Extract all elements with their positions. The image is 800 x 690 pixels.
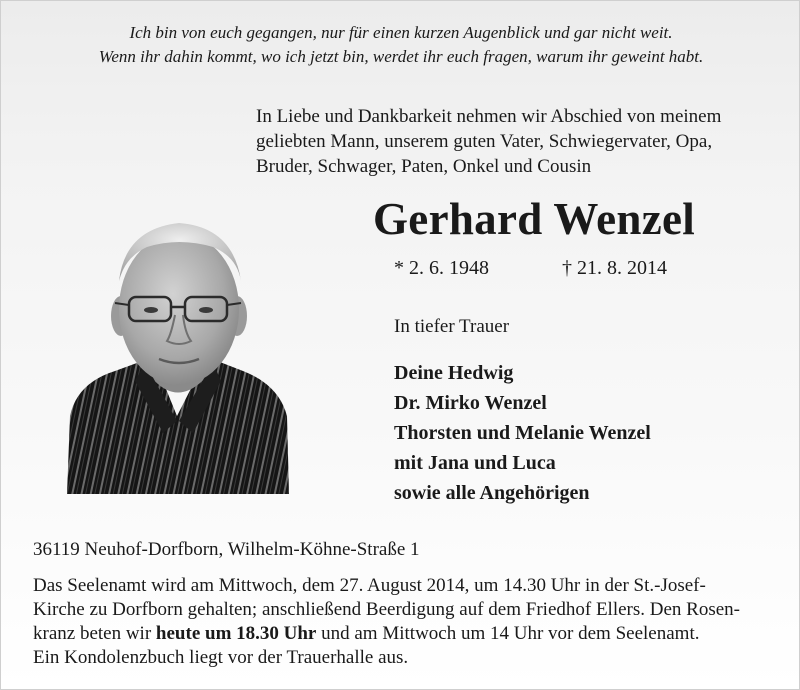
memorial-quote bbox=[21, 21, 781, 69]
rosary-time: heute um 18.30 Uhr bbox=[155, 623, 317, 644]
notice-line: Kirche zu Dorfborn gehalten; anschließend Beerdigung auf dem Friedhof Ellers. Den Rosen- bbox=[33, 599, 740, 620]
notice-line bbox=[33, 622, 773, 646]
intro-line: Bruder, Schwager, Paten, Onkel und Cousin bbox=[256, 156, 592, 177]
family-address: 36119 Neuhof-Dorfborn, Wilhelm-Köhne-Straße 1 bbox=[33, 539, 420, 560]
deceased-name: Gerhard Wenzel bbox=[373, 194, 696, 244]
notice-line: Ein Kondolenzbuch liegt vor der Trauerhalle aus. bbox=[33, 647, 409, 668]
mourner-name: Dr. Mirko Wenzel bbox=[394, 392, 547, 414]
notice-line: Das Seelenamt wird am Mittwoch, dem 27. August 2014, um 14.30 Uhr in der St.-Josef- bbox=[33, 575, 706, 596]
notice-text: kranz beten wir bbox=[33, 623, 156, 644]
intro-line: In Liebe und Dankbarkeit nehmen wir Abschied von meinem bbox=[256, 106, 722, 127]
portrait-photo bbox=[67, 211, 289, 494]
mourning-heading: In tiefer Trauer bbox=[394, 316, 510, 337]
birth-date: * 2. 6. 1948 bbox=[394, 257, 489, 279]
farewell-intro bbox=[256, 104, 786, 179]
mourners-list bbox=[394, 358, 651, 508]
quote-line: Ich bin von euch gegangen, nur für einen kurzen Augenblick und gar nicht weit. bbox=[129, 23, 673, 42]
mourner-name: mit Jana und Luca bbox=[394, 452, 556, 474]
mourner-name: Thorsten und Melanie Wenzel bbox=[394, 422, 651, 444]
quote-line: Wenn ihr dahin kommt, wo ich jetzt bin, werdet ihr euch fragen, warum ihr geweint habt. bbox=[98, 47, 704, 66]
death-date: † 21. 8. 2014 bbox=[562, 257, 667, 279]
mourner-name: sowie alle Angehörigen bbox=[394, 482, 590, 504]
funeral-notice bbox=[33, 574, 773, 670]
intro-line: geliebten Mann, unserem guten Vater, Schwiegervater, Opa, bbox=[256, 131, 713, 152]
mourner-name: Deine Hedwig bbox=[394, 362, 514, 384]
notice-text: und am Mittwoch um 14 Uhr vor dem Seelenamt. bbox=[316, 623, 700, 644]
